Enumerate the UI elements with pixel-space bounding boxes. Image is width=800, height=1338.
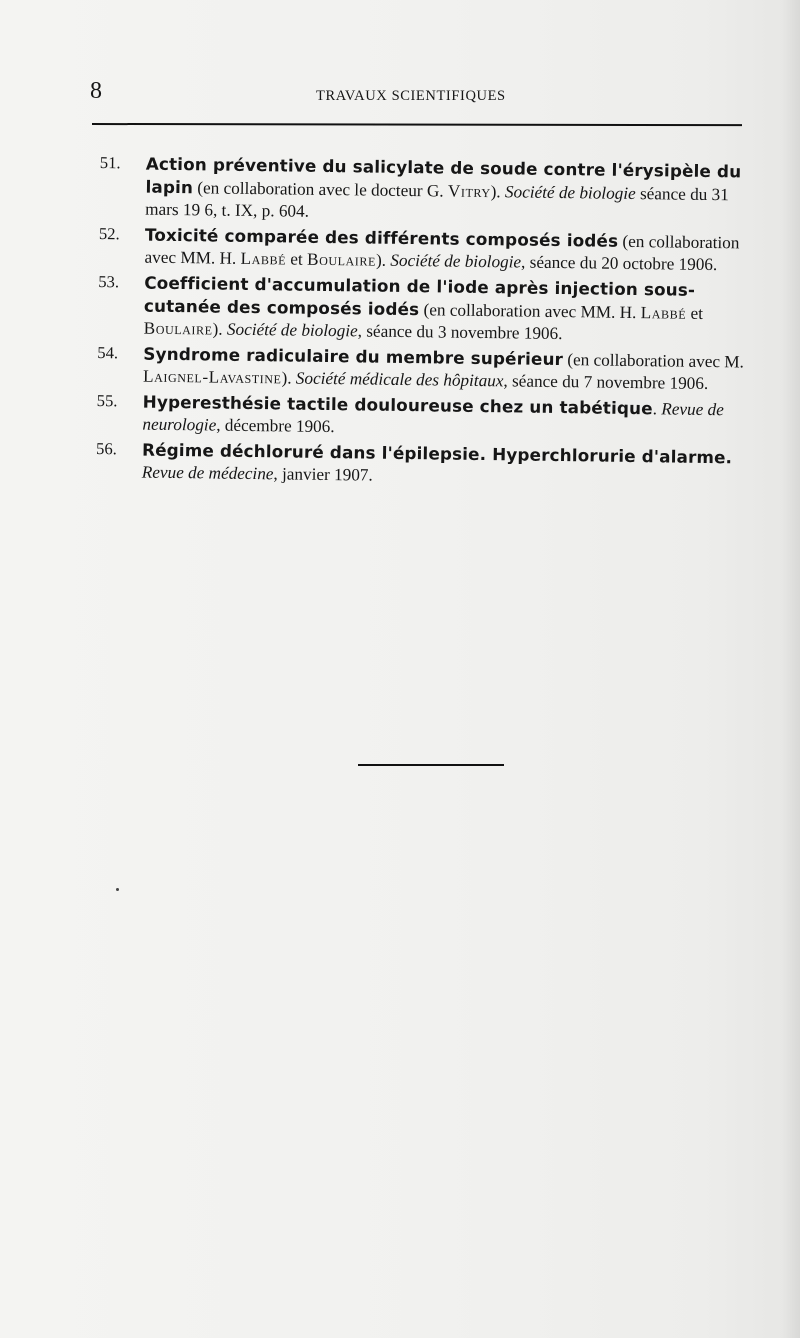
entry-collaborator-name: Boulaire [143,318,213,339]
entry-details: , décembre 1906. [216,415,335,437]
entry-collaborator-name: Laignel-Lavastine [142,366,282,388]
publication-list [96,152,758,495]
entry-details: , séance du 7 novembre 1906. [503,371,709,393]
entry-collaboration-prefix: (en collaboration avec MM. H. [419,300,641,323]
entry-number: 54. [97,342,119,363]
entry-number: 55. [96,390,118,411]
section-end-rule [358,764,504,766]
entry-journal: Revue de neurologie [142,399,724,435]
page-edge-shadow [782,0,800,1338]
entry-collaboration-suffix: ). [212,319,228,339]
page-header [90,78,750,108]
publication-entry-54 [97,342,756,396]
entry-details: séance du 31 mars 19 6, t. IX, p. 604. [145,184,729,221]
entry-details: , janvier 1907. [273,464,373,485]
entry-collaboration-suffix: ). [490,182,506,202]
entry-title: Action préventive du salicylate de soude contre l'érysipèle du lapin [145,153,742,198]
publication-entry-55 [96,390,755,444]
entry-details: , séance du 20 octobre 1906. [520,252,718,275]
header-rule [92,123,742,126]
entry-separator: . [652,399,662,419]
entry-collaboration-join: et [686,303,704,323]
entry-details: , séance du 3 novembre 1906. [357,321,563,344]
entry-collaboration-join: et [285,249,308,269]
entry-journal: Société médicale des hôpitaux [295,368,504,391]
entry-collaborator-name: Labbé [240,248,287,269]
entry-collaborator-name: Labbé [640,303,687,323]
entry-journal: Revue de médecine [141,462,274,484]
entry-title: Régime déchloruré dans l'épilepsie. Hyperchlorurie d'alarme. [141,439,733,468]
entry-title: Toxicité comparée des différents composés iodés [144,224,619,251]
entry-title: Syndrome radiculaire du membre supérieur [143,343,564,370]
entry-collaboration-prefix: (en collaboration avec le docteur G. [192,178,449,201]
running-title: TRAVAUX SCIENTIFIQUES [316,88,506,104]
entry-collaborator-name: Boulaire [306,249,377,270]
entry-journal: Société de biologie [226,319,358,341]
entry-journal: Société de biologie [504,182,636,204]
print-speck [116,888,119,891]
entry-collaboration-suffix: ). [375,250,391,270]
entry-number: 53. [98,271,120,292]
entry-journal: Société de biologie [390,250,522,272]
entry-collaboration-prefix: (en collaboration avec MM. H. [144,231,740,268]
entry-title: Hyperesthésie tactile douloureuse chez un tabétique [142,391,653,419]
publication-entry-53 [98,271,757,348]
entry-title: Coefficient d'accumulation de l'iode après injection sous-cutanée des composés iodés [143,272,696,320]
page-number: 8 [90,78,102,104]
entry-number: 52. [98,223,120,244]
publication-entry-51 [99,152,758,229]
entry-number: 51. [99,152,121,173]
entry-number: 56. [95,438,117,459]
entry-collaboration-prefix: (en collaboration avec M. [562,350,745,372]
publication-entry-52 [98,223,757,277]
publication-entry-56 [96,438,755,492]
entry-collaboration-suffix: ). [281,368,296,388]
entry-collaborator-name: Vitry [447,181,491,202]
